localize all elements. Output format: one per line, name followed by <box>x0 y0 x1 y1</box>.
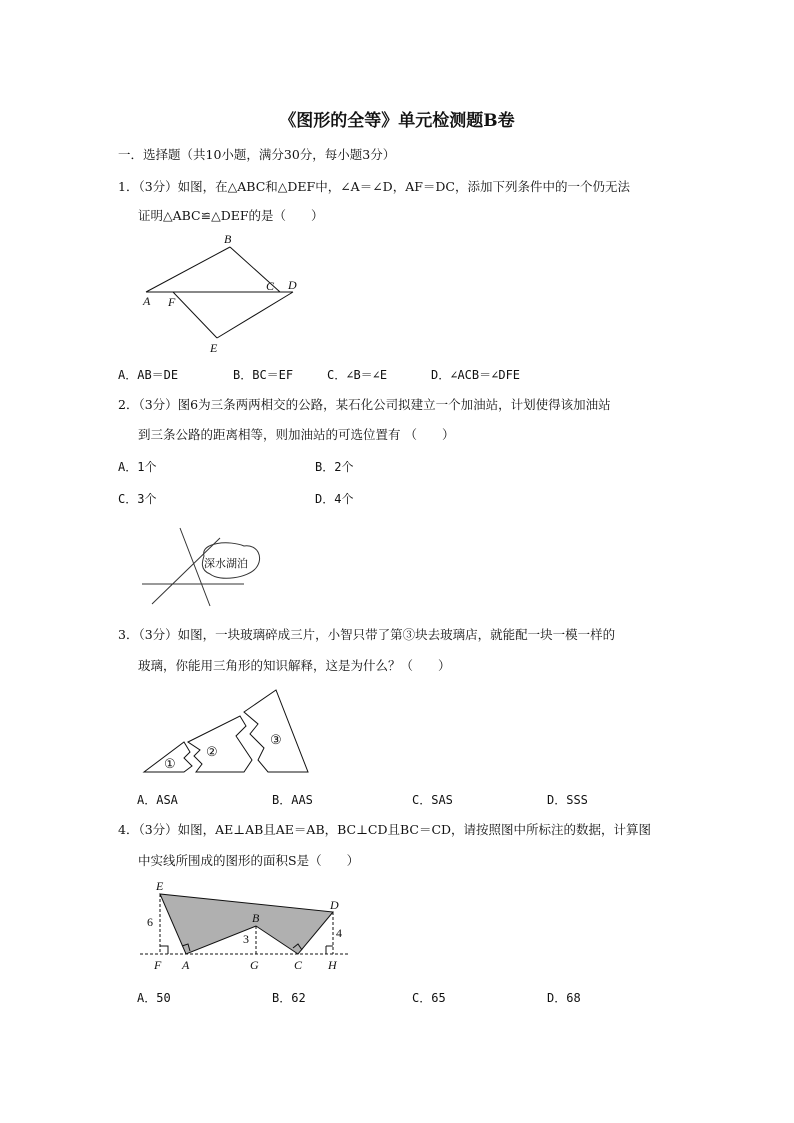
q4-label-g: G <box>250 958 259 972</box>
q2-option-b: B．2个 <box>315 460 354 474</box>
q3-option-d: D．SSS <box>547 793 588 807</box>
q3-piece-3 <box>244 690 308 772</box>
q1-label-c: C <box>266 279 275 293</box>
q2-figure-roads <box>140 522 270 608</box>
q3-figure-glass <box>140 686 315 776</box>
q2-lake-label: 深水湖泊 <box>204 558 248 570</box>
q4-text-line2: 中实线所围成的图形的面积S是（ ） <box>138 853 360 868</box>
q1-label-b: B <box>224 232 232 246</box>
q4-label-b: B <box>252 911 260 925</box>
q3-piece-2-label: ② <box>206 744 218 759</box>
q3-option-a: A．ASA <box>137 793 178 807</box>
q4-length-bg: 3 <box>243 932 249 946</box>
q4-length-dh: 4 <box>336 926 342 940</box>
q4-text-line1: 4．（3分）如图，AE⊥AB且AE＝AB，BC⊥CD且BC＝CD，请按照图中所标注的数据，计算图 <box>118 822 652 837</box>
q2-option-c: C．3个 <box>118 492 157 506</box>
q2-text-line2: 到三条公路的距离相等，则加油站的可选位置有 （ ） <box>138 427 455 442</box>
q4-label-f: F <box>154 958 162 972</box>
q4-option-c: C．65 <box>412 991 446 1005</box>
q4-label-a: A <box>182 958 190 972</box>
q1-option-b: B．BC＝EF <box>233 368 294 382</box>
q4-label-e: E <box>156 879 164 893</box>
q1-label-d: D <box>288 278 297 292</box>
q1-label-e: E <box>210 341 218 355</box>
q1-text-line1: 1．（3分）如图，在△ABC和△DEF中，∠A＝∠D，AF＝DC，添加下列条件中的一个仍无法 <box>118 179 630 194</box>
q1-option-a: A．AB＝DE <box>118 368 179 382</box>
q1-label-f: F <box>168 295 176 309</box>
q4-label-c: C <box>294 958 303 972</box>
q1-text-line2: 证明△ABC≌△DEF的是（ ） <box>138 208 324 223</box>
q1-label-a: A <box>143 294 151 308</box>
q4-option-a: A．50 <box>137 991 171 1005</box>
q3-option-b: B．AAS <box>272 793 313 807</box>
q4-option-d: D．68 <box>547 991 581 1005</box>
q3-piece-3-label: ③ <box>270 732 282 747</box>
q4-figure <box>138 874 353 978</box>
section-heading: 一．选择题（共10小题，满分30分，每小题3分） <box>118 147 396 162</box>
q3-piece-2 <box>188 716 252 772</box>
q4-length-ef: 6 <box>147 915 153 929</box>
q1-option-c: C．∠B＝∠E <box>327 368 388 382</box>
q1-option-d: D．∠ACB＝∠DFE <box>431 368 521 382</box>
q3-text-line1: 3．（3分）如图，一块玻璃碎成三片，小智只带了第③块去玻璃店，就能配一块一模一样的 <box>118 627 616 642</box>
q2-option-a: A．1个 <box>118 460 157 474</box>
q3-piece-1-label: ① <box>164 756 176 771</box>
q4-label-d: D <box>330 898 339 912</box>
q4-label-h: H <box>328 958 337 972</box>
q3-text-line2: 玻璃，你能用三角形的知识解释，这是为什么？（ ） <box>138 658 451 673</box>
q1-figure <box>130 228 320 358</box>
q4-option-b: B．62 <box>272 991 306 1005</box>
q3-option-c: C．SAS <box>412 793 453 807</box>
q2-option-d: D．4个 <box>315 492 354 506</box>
page-title: 《图形的全等》单元检测题B卷 <box>279 111 515 131</box>
q2-text-line1: 2．（3分）图6为三条两两相交的公路，某石化公司拟建立一个加油站，计划使得该加油站 <box>118 397 611 412</box>
